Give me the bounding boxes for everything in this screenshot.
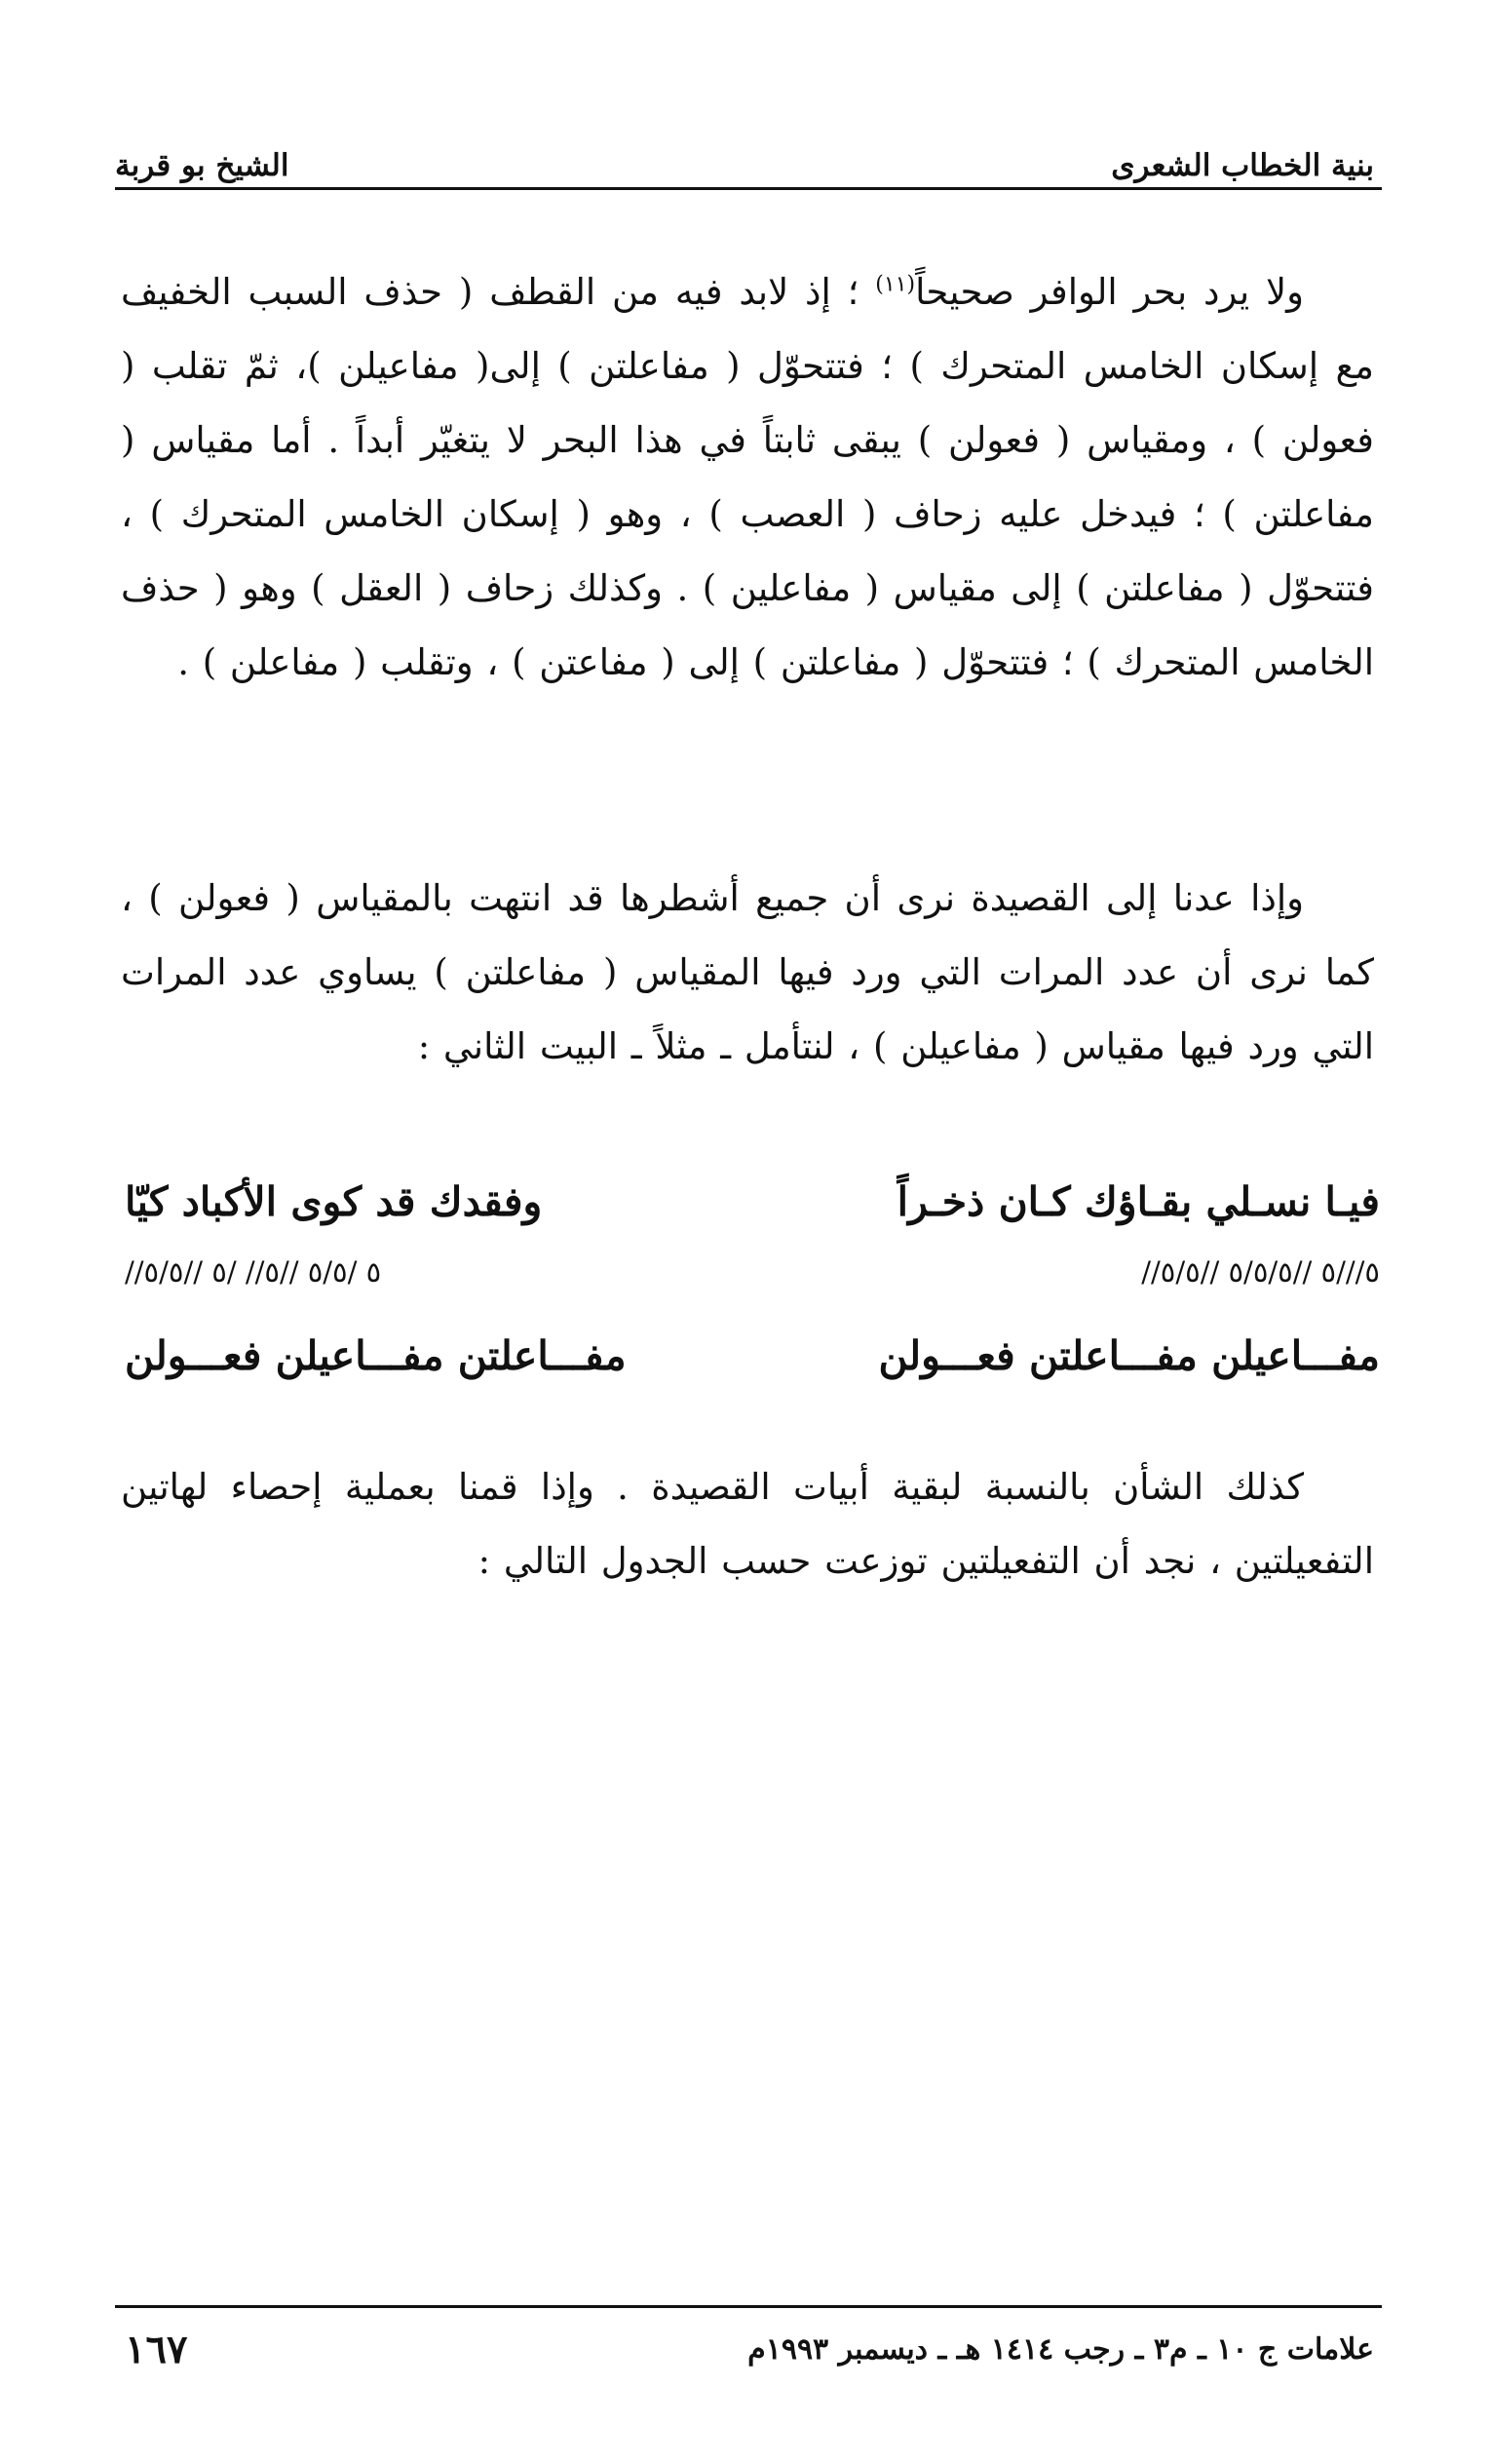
page-footer [125,2320,1374,2378]
footnote-ref[interactable]: (١١) [875,272,916,297]
scansion-first-hemistich: //٥ /٥/٥ //٥// /٥ //٥/٥ [125,1255,382,1289]
running-header [115,135,1374,183]
verse-feet [125,1322,1380,1390]
page-number: ١٦٧ [125,2326,188,2372]
verse-scansion [125,1238,1380,1306]
journal-info: علامات ج ١٠ ـ م٣ ـ رجب ١٤١٤ هـ ـ ديسمبر ١٩٩٣م [747,2331,1374,2367]
verse-text [125,1168,1380,1236]
feet-second-hemistich: مفـــاعلتن مفـــاعيلن فعـــولن [125,1332,627,1379]
feet-first-hemistich: مفـــاعيلن مفـــاعلتن فعـــولن [878,1332,1380,1379]
paragraph-2: وإذا عدنا إلى القصيدة نرى أن جميع أشطرها قد انتهت بالمقياس ( فعولن ) ، كما نرى أن عدد المرات التي ورد فيها المقياس ( مفاعلتن ) يساوي عدد المرات التي ورد فيها مقياس ( مفاعيلن ) ، لنتأمل ـ مثلاً ـ البيت الثاني : [121,877,1374,1067]
paragraph-1 [121,255,1374,700]
verse-first-hemistich: فيـا نسـلي بقـاؤك كـان ذخـراً [897,1178,1380,1225]
author-name: الشيخ بو قربة [115,148,289,183]
footer-rule [115,2305,1382,2308]
book-title: بنية الخطاب الشعرى [1111,148,1374,183]
scansion-second-hemistich: //٥///٥ //٥/٥/٥ //٥/٥ [1141,1255,1380,1289]
verse-second-hemistich: وفقدك قد كوى الأكباد كيّا [125,1178,543,1225]
paragraph-3: كذلك الشأن بالنسبة لبقية أبيات القصيدة . وإذا قمنا بعملية إحصاء لهاتين التفعيلتين ، نجد أن التفعيلتين توزعت حسب الجدول التالي : [121,1466,1374,1582]
header-rule [115,187,1382,190]
paragraph-1-rest: ؛ إذ لابد فيه من القطف ( حذف السبب الخفيف مع إسكان الخامس المتحرك ) ؛ فتتحوّل ( مفاعلتن ) إلى( مفاعيلن )، ثمّ تقلب ( فعولن ) ، ومقياس ( فعولن ) يبقى ثابتاً في هذا البحر لا يتغيّر أبداً . أما مقياس ( مفاعلتن ) ؛ فيدخل عليه زحاف ( العصب ) ، وهو ( إسكان الخامس المتحرك ) ، فتتحوّل ( مفاعلتن ) إلى مقياس ( مفاعلين ) . وكذلك زحاف ( العقل ) وهو ( حذف الخامس المتحرك ) ؛ فتتحوّل ( مفاعلتن ) إلى ( مفاعتن ) ، وتقلب ( مفاعلن ) . [121,271,1374,683]
paragraph-1-start: ولا يرد بحر الوافر صحيحاً [915,271,1304,313]
